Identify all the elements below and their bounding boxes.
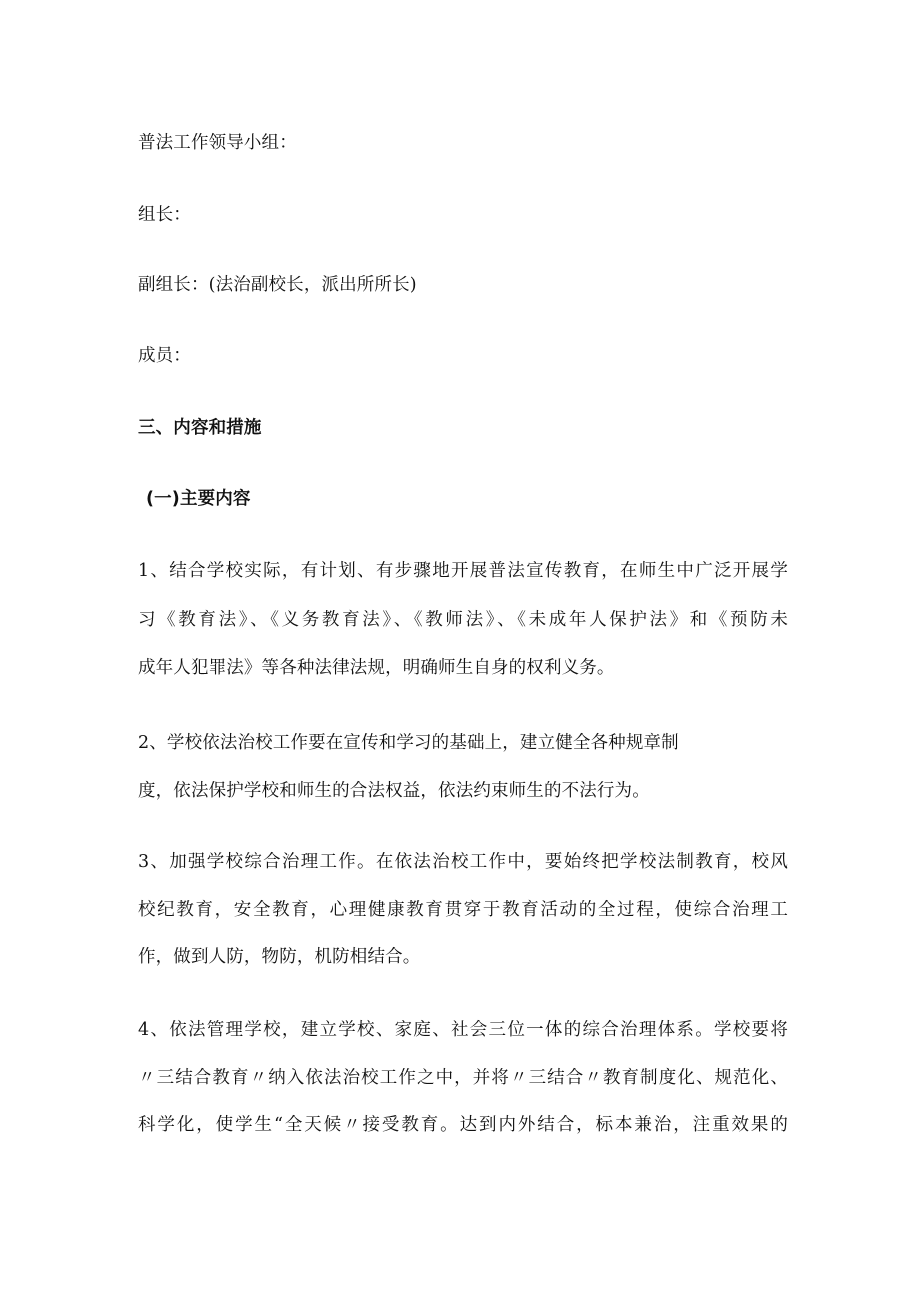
item-2-line-1: 2、学校依法治校工作要在宣传和学习的基础上，建立健全各种规章制 — [138, 733, 679, 753]
item-4-line-1: 4、依法管理学校，建立学校、家庭、社会三位一体的综合治理体系。学校要将 — [138, 1020, 788, 1040]
item-4-line-2: 〃三结合教育〃纳入依法治校工作之中，并将〃三结合〃教育制度化、规范化、 — [138, 1068, 788, 1088]
item-3-line-3: 作，做到人防，物防，机防相结合。 — [138, 947, 421, 967]
item-1-line-1: 1、结合学校实际，有计划、有步骤地开展普法宣传教育，在师生中广泛开展学 — [138, 561, 788, 581]
item-1-line-2: 习《教育法》、《义务教育法》、《教师法》、《未成年人保护法》和《预防未 — [138, 610, 788, 630]
item-3-line-1: 3、加强学校综合治理工作。在依法治校工作中，要始终把学校法制教育，校风 — [138, 852, 788, 872]
subsection-heading: (一)主要内容 — [146, 489, 251, 509]
section-heading: 三、内容和措施 — [138, 418, 262, 438]
deputy-leader-label: 副组长：(法治副校长，派出所所长) — [138, 275, 417, 295]
item-2-line-2: 度，依法保护学校和师生的合法权益，依法约束师生的不法行为。 — [138, 781, 650, 801]
item-4-line-3: 科学化，使学生“全天候〃接受教育。达到内外结合，标本兼治，注重效果的 — [138, 1115, 788, 1135]
item-1-line-3: 成年人犯罪法》等各种法律法规，明确师生自身的权利义务。 — [138, 658, 615, 678]
leadership-group-title: 普法工作领导小组： — [138, 133, 297, 153]
group-leader-label: 组长： — [138, 205, 191, 225]
members-label: 成员： — [138, 346, 191, 366]
item-3-line-2: 校纪教育，安全教育，心理健康教育贯穿于教育活动的全过程，使综合治理工 — [138, 900, 788, 920]
